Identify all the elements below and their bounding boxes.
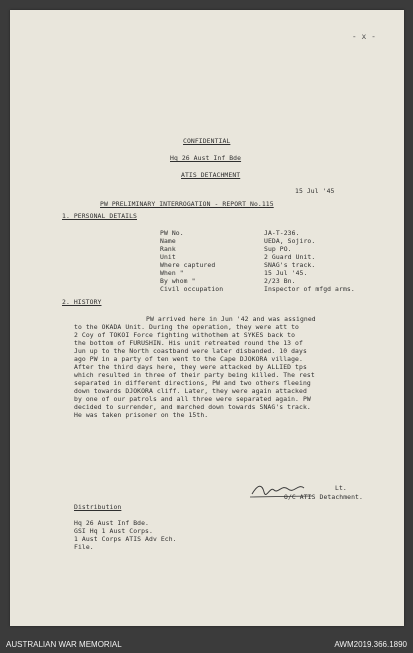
report-date: 15 Jul '45 — [295, 187, 335, 195]
detail-value: SNAG's track. — [264, 261, 316, 269]
distribution-heading: Distribution — [74, 503, 122, 511]
distribution-item: 1 Aust Corps ATIS Adv Ech. — [74, 535, 177, 543]
history-line: ago PW in a party of ten went to the Cape DJOKORA village. — [74, 355, 303, 363]
section2-heading: 2. HISTORY — [62, 298, 102, 306]
signature-rank: Lt. — [335, 484, 347, 492]
detail-value: 2/23 Bn. — [264, 277, 296, 285]
history-line: the bottom of FURUSHIN. His unit retreated round the 13 of — [74, 339, 303, 347]
detail-value: UEDA, Sojiro. — [264, 237, 316, 245]
history-line: PW arrived here in Jun '42 and was assigned — [146, 315, 316, 323]
history-line: Jun up to the North coastband were later disbanded. 10 days — [74, 347, 307, 355]
detail-value: Inspector of mfgd arms. — [264, 285, 355, 293]
history-line: down towards DJOKORA cliff. Later, they were again attacked — [74, 387, 307, 395]
distribution-item: GSI Hq 1 Aust Corps. — [74, 527, 153, 535]
report-title: PW PRELIMINARY INTERROGATION - REPORT No.115 — [100, 200, 274, 208]
detail-label: Rank — [160, 245, 176, 253]
history-line: 2 Coy of TOKOI Force fighting withothem at SYKES back to — [74, 331, 296, 339]
history-line: to the OKADA Unit. During the operation, they were att to — [74, 323, 300, 331]
history-line: He was taken prisoner on the 15th. — [74, 411, 209, 419]
detail-value: 2 Guard Unit. — [264, 253, 316, 261]
footer-source: AUSTRALIAN WAR MEMORIAL — [6, 640, 122, 649]
history-line: decided to surrender, and marched down towards SNAG's track. — [74, 403, 311, 411]
detail-label: Name — [160, 237, 176, 245]
document-page — [10, 10, 404, 626]
history-line: by one of our patrols and all three were separated again. PW — [74, 395, 311, 403]
section1-heading: 1. PERSONAL DETAILS — [62, 212, 138, 220]
history-line: separated in different directions, PW and two others fleeing — [74, 379, 311, 387]
footer-accession: AWM2019.366.1890 — [334, 640, 407, 649]
detail-label: Unit — [160, 253, 176, 261]
detail-label: PW No. — [160, 229, 184, 237]
footer-bar — [0, 636, 413, 653]
distribution-item: Hq 26 Aust Inf Bde. — [74, 519, 150, 527]
detail-value: 15 Jul '45. — [264, 269, 308, 277]
classification-heading: CONFIDENTIAL — [183, 137, 231, 145]
signature-title: O/C ATIS Detachment. — [284, 493, 363, 501]
detail-value: Sup PO. — [264, 245, 292, 253]
history-line: After the third days here, they were attacked by ALLIED tps — [74, 363, 307, 371]
unit-heading: Hq 26 Aust Inf Bde — [170, 154, 242, 162]
detail-label: When " — [160, 269, 184, 277]
detail-value: JA-T-236. — [264, 229, 300, 237]
detail-label: By whom " — [160, 277, 196, 285]
distribution-item: File. — [74, 543, 94, 551]
detail-label: Civil occupation — [160, 285, 224, 293]
detail-label: Where captured — [160, 261, 216, 269]
document-body — [10, 10, 404, 626]
detachment-heading: ATIS DETACHMENT — [181, 171, 241, 179]
history-line: which resulted in three of their party being killed. The rest — [74, 371, 315, 379]
handwritten-mark: - x - — [351, 32, 376, 41]
